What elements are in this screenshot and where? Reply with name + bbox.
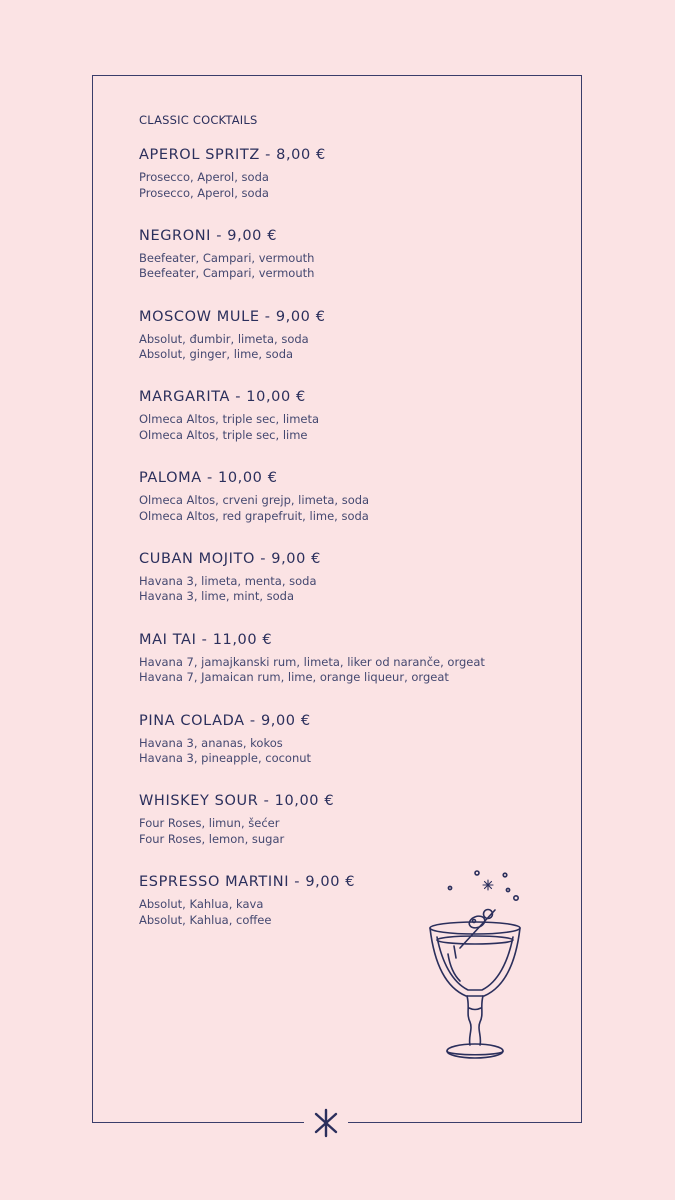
item-title: MARGARITA - 10,00 € — [139, 389, 306, 406]
description-english: Olmeca Altos, triple sec, lime — [139, 427, 308, 442]
description-local: Havana 7, jamajkanski rum, limeta, liker od naranče, orgeat — [139, 654, 485, 669]
menu-item — [139, 387, 559, 468]
description-english: Prosecco, Aperol, soda — [139, 185, 269, 200]
item-title: PINA COLADA - 9,00 € — [139, 712, 311, 729]
item-description — [139, 251, 559, 282]
description-english: Olmeca Altos, red grapefruit, lime, soda — [139, 508, 369, 523]
description-local: Olmeca Altos, triple sec, limeta — [139, 412, 320, 427]
menu-item — [139, 468, 559, 549]
asterisk-icon — [304, 1106, 348, 1140]
menu-item — [139, 145, 559, 226]
item-title: CUBAN MOJITO - 9,00 € — [139, 550, 321, 567]
cocktail-list — [139, 145, 559, 953]
menu-item — [139, 791, 559, 872]
item-description — [139, 655, 559, 686]
item-description — [139, 816, 559, 847]
footer-ornament — [304, 1106, 348, 1140]
item-description — [139, 493, 559, 524]
description-local: Beefeater, Campari, vermouth — [139, 250, 315, 265]
description-english: Havana 3, pineapple, coconut — [139, 751, 312, 766]
description-english: Four Roses, lemon, sugar — [139, 831, 285, 846]
description-local: Havana 3, ananas, kokos — [139, 735, 283, 750]
item-title: NEGRONI - 9,00 € — [139, 227, 278, 244]
item-title: ESPRESSO MARTINI - 9,00 € — [139, 874, 356, 891]
menu-item — [139, 711, 559, 792]
description-local: Havana 3, limeta, menta, soda — [139, 573, 317, 588]
description-english: Absolut, Kahlua, coffee — [139, 912, 272, 927]
description-english: Havana 3, lime, mint, soda — [139, 589, 295, 604]
item-title: WHISKEY SOUR - 10,00 € — [139, 793, 335, 810]
item-description — [139, 412, 559, 443]
menu-item — [139, 630, 559, 711]
item-title: PALOMA - 10,00 € — [139, 470, 278, 487]
description-english: Beefeater, Campari, vermouth — [139, 266, 315, 281]
item-description — [139, 736, 559, 767]
section-title: CLASSIC COCKTAILS — [139, 113, 258, 127]
item-description — [139, 170, 559, 201]
description-english: Absolut, ginger, lime, soda — [139, 347, 294, 362]
cocktail-glass-illustration — [420, 862, 530, 1067]
item-description — [139, 332, 559, 363]
item-description — [139, 574, 559, 605]
description-local: Absolut, Kahlua, kava — [139, 897, 264, 912]
description-english: Havana 7, Jamaican rum, lime, orange liqueur, orgeat — [139, 670, 449, 685]
description-local: Prosecco, Aperol, soda — [139, 170, 269, 184]
item-title: MOSCOW MULE - 9,00 € — [139, 308, 326, 325]
description-local: Four Roses, limun, šećer — [139, 816, 280, 831]
item-title: MAI TAI - 11,00 € — [139, 631, 273, 648]
menu-item — [139, 226, 559, 307]
menu-item — [139, 549, 559, 630]
menu-item — [139, 307, 559, 388]
description-local: Absolut, đumbir, limeta, soda — [139, 331, 309, 346]
item-title: APEROL SPRITZ - 8,00 € — [139, 147, 326, 163]
description-local: Olmeca Altos, crveni grejp, limeta, soda — [139, 493, 370, 508]
